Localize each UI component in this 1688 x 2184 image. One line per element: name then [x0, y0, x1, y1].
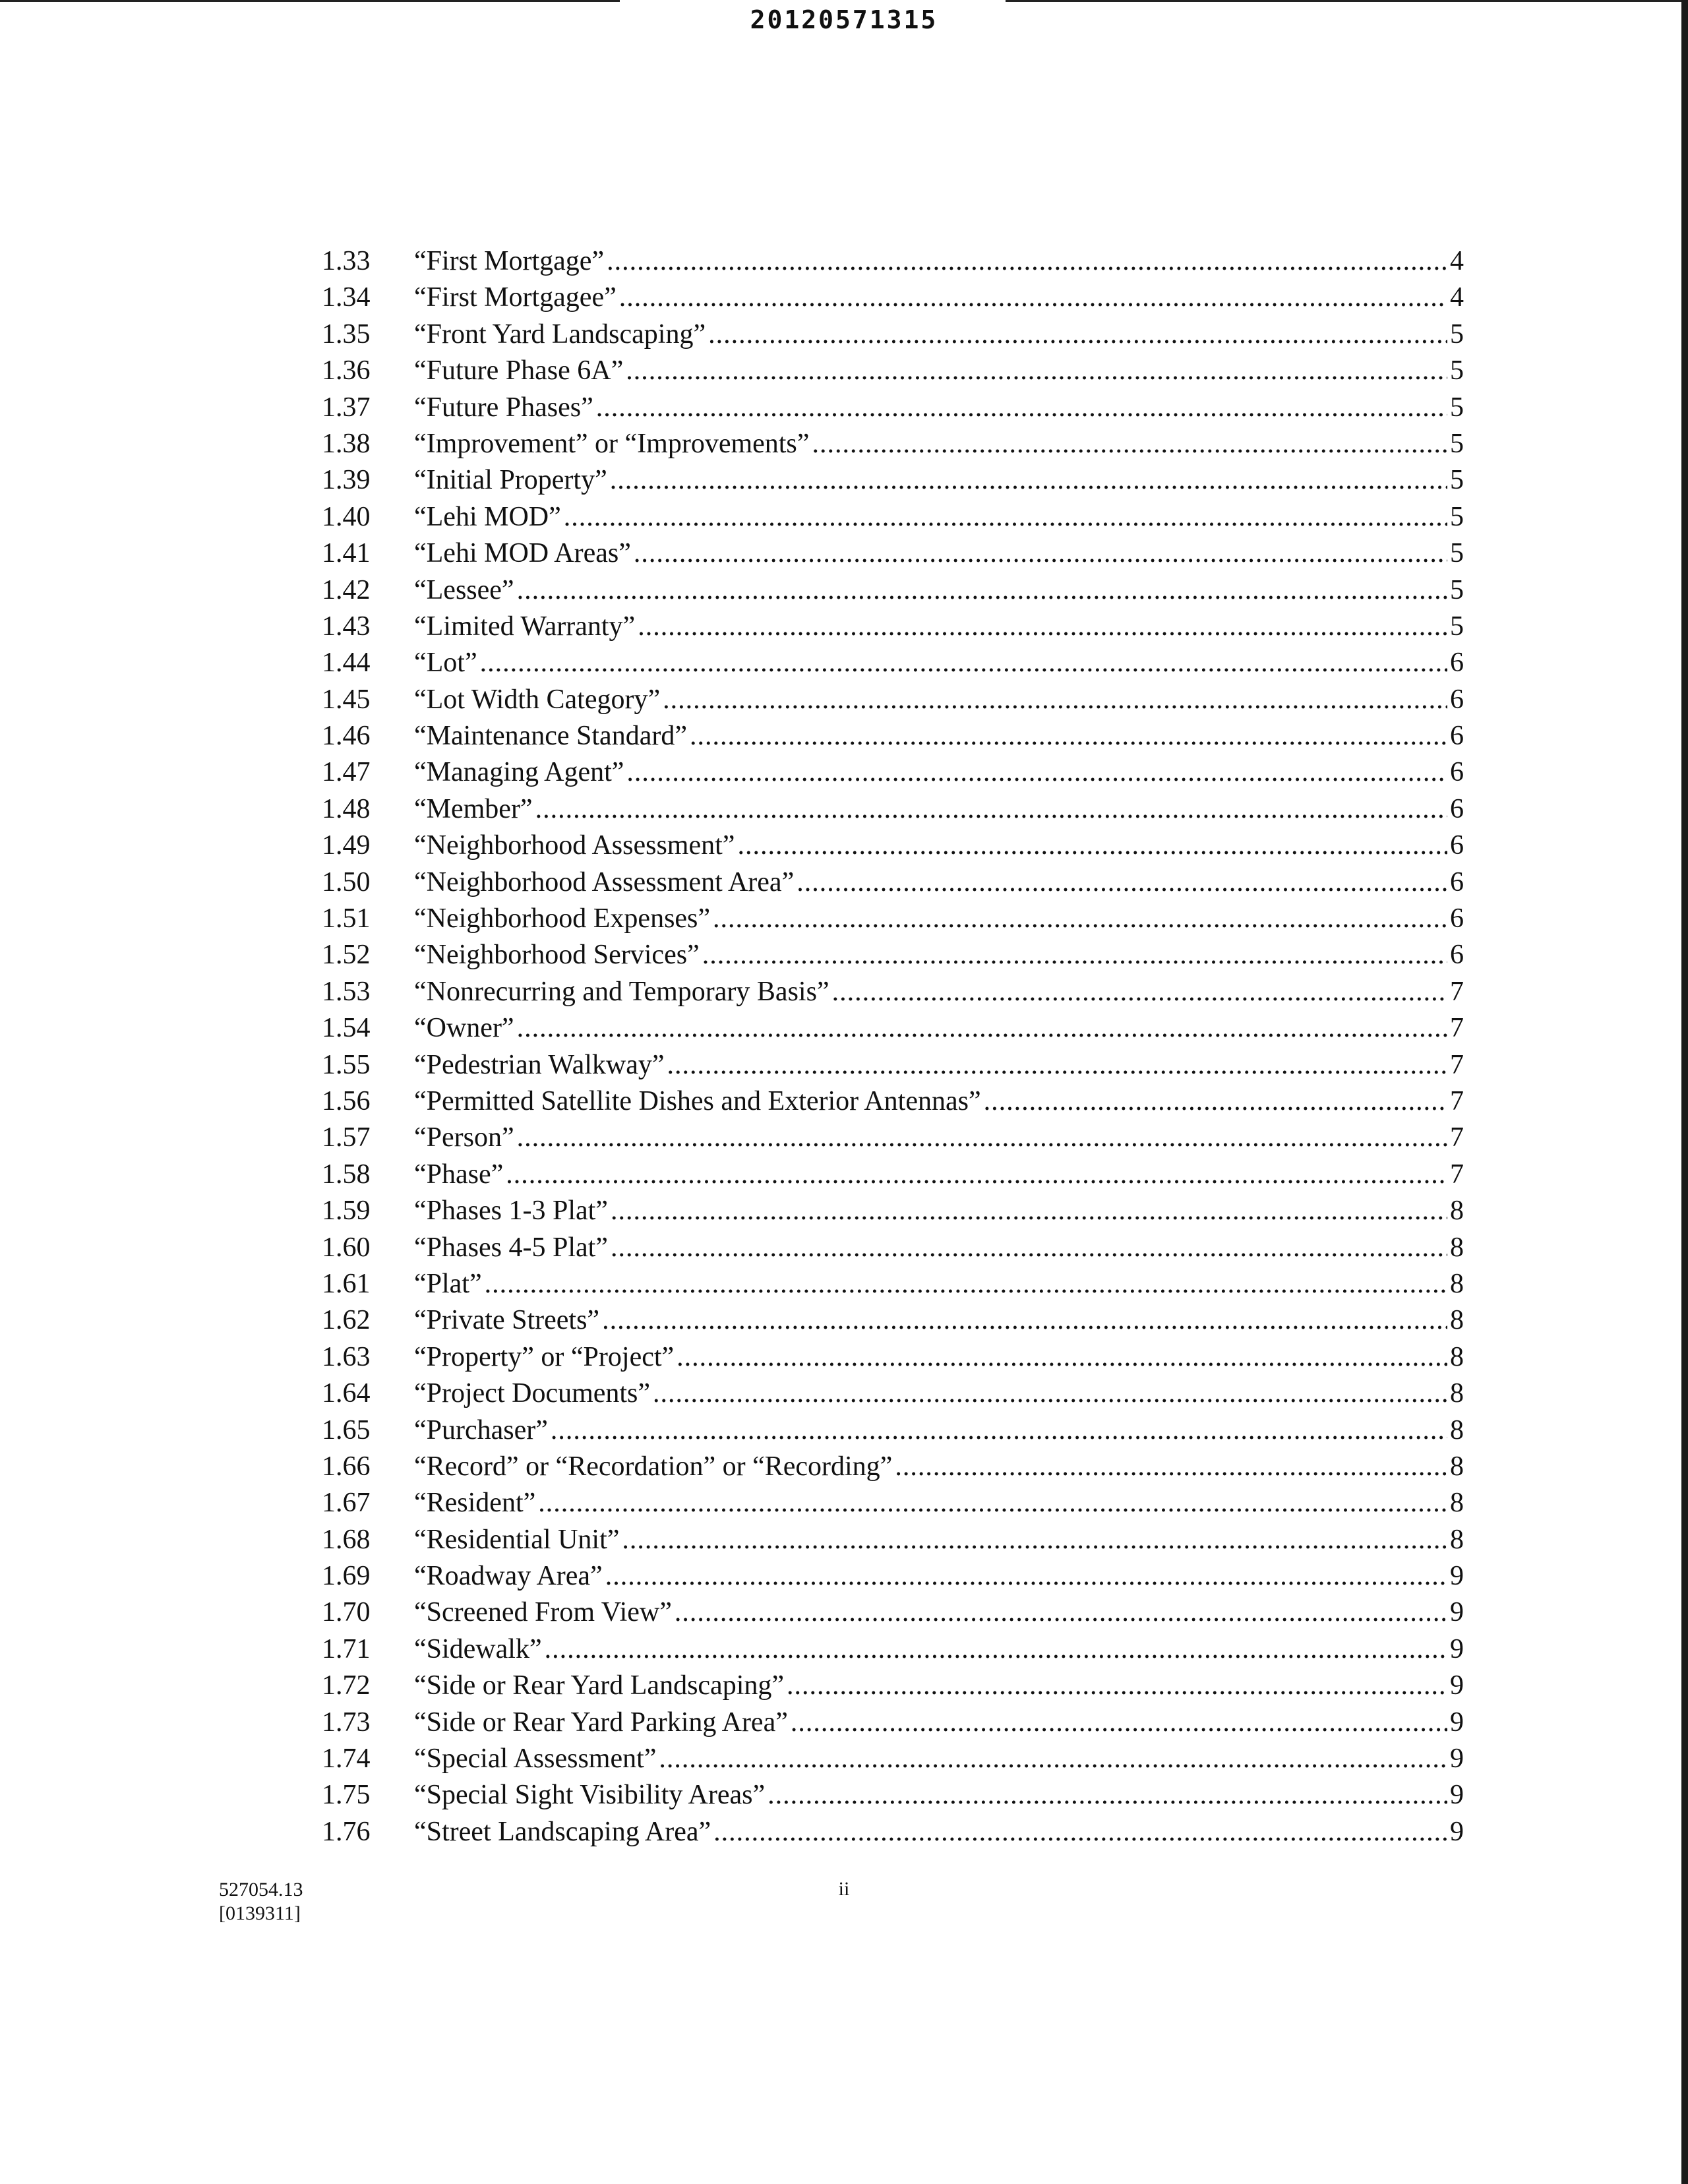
toc-entry-title: “Roadway Area”	[414, 1561, 603, 1592]
toc-entry	[322, 1304, 1464, 1341]
toc-entry-leader	[480, 647, 1447, 679]
toc-entry-title: “Phase”	[414, 1159, 504, 1190]
toc-entry-title: “Future Phases”	[414, 392, 593, 423]
toc-entry-leader	[768, 1779, 1447, 1811]
toc-entry	[322, 830, 1464, 866]
toc-entry-title: “Side or Rear Yard Parking Area”	[414, 1707, 788, 1738]
toc-entry-number: 1.60	[322, 1232, 371, 1263]
toc-entry-leader	[667, 1049, 1447, 1081]
toc-entry-leader	[638, 611, 1447, 642]
toc-entry-number: 1.52	[322, 940, 371, 971]
toc-entry-number: 1.54	[322, 1013, 371, 1044]
toc-entry-leader	[702, 939, 1447, 971]
toc-entry-page: 8	[1450, 1378, 1464, 1409]
toc-entry-leader	[611, 1195, 1447, 1227]
toc-entry-page: 5	[1450, 392, 1464, 423]
table-of-contents	[322, 245, 1464, 1852]
toc-entry-title: “Phases 1-3 Plat”	[414, 1196, 608, 1227]
toc-entry-page: 6	[1450, 940, 1464, 971]
toc-entry-number: 1.71	[322, 1633, 371, 1664]
toc-entry-leader	[535, 793, 1447, 825]
toc-entry-leader	[737, 830, 1447, 861]
toc-entry	[322, 976, 1464, 1012]
toc-entry-title: “Permitted Satellite Dishes and Exterior Antennas”	[414, 1085, 981, 1116]
footer-document-id-line2: [0139311]	[219, 1902, 301, 1924]
toc-entry-number: 1.61	[322, 1268, 371, 1299]
toc-entry-leader	[610, 464, 1447, 496]
toc-entry-page: 6	[1450, 721, 1464, 752]
toc-entry-title: “Neighborhood Assessment Area”	[414, 866, 795, 897]
toc-entry-title: “Special Sight Visibility Areas”	[414, 1780, 766, 1811]
toc-entry	[322, 1378, 1464, 1414]
toc-entry-title: “Record” or “Recordation” or “Recording”	[414, 1451, 893, 1482]
toc-entry-number: 1.68	[322, 1524, 371, 1555]
toc-entry	[322, 428, 1464, 464]
toc-entry-page: 5	[1450, 611, 1464, 642]
toc-entry-page: 5	[1450, 318, 1464, 349]
toc-entry-page: 6	[1450, 866, 1464, 897]
toc-entry-number: 1.40	[322, 501, 371, 532]
toc-entry-title: “Nonrecurring and Temporary Basis”	[414, 976, 829, 1007]
toc-entry-page: 5	[1450, 501, 1464, 532]
toc-entry	[322, 464, 1464, 501]
toc-entry-page: 9	[1450, 1597, 1464, 1628]
toc-entry-number: 1.62	[322, 1305, 371, 1336]
toc-entry-leader	[677, 1341, 1447, 1373]
toc-entry-leader	[690, 720, 1447, 752]
toc-entry-leader	[634, 537, 1447, 569]
toc-entry-page: 8	[1450, 1341, 1464, 1372]
footer-document-id-line1: 527054.13	[219, 1879, 303, 1900]
toc-entry-leader	[626, 355, 1447, 386]
toc-entry-title: “Lehi MOD”	[414, 501, 561, 532]
toc-entry-title: “Neighborhood Expenses”	[414, 903, 711, 934]
toc-entry-page: 8	[1450, 1488, 1464, 1519]
toc-entry-title: “Maintenance Standard”	[414, 721, 687, 752]
toc-entry	[322, 1451, 1464, 1487]
toc-entry-leader	[653, 1378, 1447, 1409]
toc-entry-title: “Project Documents”	[414, 1378, 651, 1409]
toc-entry-title: “Resident”	[414, 1488, 536, 1519]
toc-entry-title: “Purchaser”	[414, 1414, 548, 1445]
toc-entry	[322, 1341, 1464, 1378]
toc-entry-number: 1.59	[322, 1196, 371, 1227]
toc-entry-leader	[564, 501, 1447, 533]
toc-entry-title: “Pedestrian Walkway”	[414, 1049, 665, 1080]
toc-entry-title: “Person”	[414, 1122, 514, 1153]
toc-entry-leader	[485, 1268, 1447, 1300]
toc-entry	[322, 1012, 1464, 1048]
toc-entry-page: 8	[1450, 1196, 1464, 1227]
toc-entry-number: 1.73	[322, 1707, 371, 1738]
toc-entry-leader	[596, 392, 1447, 423]
toc-entry-title: “Property” or “Project”	[414, 1341, 675, 1372]
toc-entry-page: 6	[1450, 903, 1464, 934]
toc-entry-leader	[607, 245, 1447, 277]
toc-entry-number: 1.51	[322, 903, 371, 934]
toc-entry-number: 1.63	[322, 1341, 371, 1372]
toc-entry-number: 1.58	[322, 1159, 371, 1190]
toc-entry-page: 7	[1450, 1159, 1464, 1190]
toc-entry-page: 8	[1450, 1524, 1464, 1555]
toc-entry-title: “Lot Width Category”	[414, 684, 661, 715]
toc-entry-leader	[626, 756, 1447, 788]
toc-entry-title: “Owner”	[414, 1013, 514, 1044]
toc-entry-page: 7	[1450, 1085, 1464, 1116]
toc-entry-number: 1.41	[322, 538, 371, 569]
footer-page-number: ii	[838, 1878, 850, 1900]
toc-entry-page: 7	[1450, 1122, 1464, 1153]
toc-entry-leader	[708, 318, 1447, 350]
toc-entry-page: 5	[1450, 538, 1464, 569]
toc-entry-number: 1.76	[322, 1816, 371, 1847]
toc-entry-title: “Screened From View”	[414, 1597, 672, 1628]
toc-entry	[322, 1816, 1464, 1852]
toc-entry-page: 7	[1450, 976, 1464, 1007]
top-border-right	[1006, 0, 1688, 2]
toc-entry-page: 6	[1450, 830, 1464, 861]
toc-entry-page: 4	[1450, 246, 1464, 276]
toc-entry-page: 9	[1450, 1707, 1464, 1738]
toc-entry-title: “Future Phase 6A”	[414, 355, 624, 386]
toc-entry-number: 1.53	[322, 976, 371, 1007]
toc-entry-page: 9	[1450, 1744, 1464, 1774]
toc-entry	[322, 282, 1464, 318]
toc-entry-title: “Street Landscaping Area”	[414, 1816, 711, 1847]
toc-entry-page: 9	[1450, 1561, 1464, 1592]
toc-entry-leader	[797, 866, 1447, 898]
toc-entry-number: 1.35	[322, 318, 371, 349]
toc-entry-number: 1.55	[322, 1049, 371, 1080]
toc-entry-title: “Managing Agent”	[414, 757, 624, 788]
toc-entry-number: 1.43	[322, 611, 371, 642]
toc-entry	[322, 1268, 1464, 1304]
toc-entry	[322, 1524, 1464, 1560]
toc-entry-title: “Front Yard Landscaping”	[414, 318, 706, 349]
toc-entry-title: “Limited Warranty”	[414, 611, 636, 642]
toc-entry-number: 1.50	[322, 866, 371, 897]
document-number: 20120571315	[750, 5, 938, 34]
toc-entry-title: “Lot”	[414, 648, 477, 679]
toc-entry-page: 9	[1450, 1780, 1464, 1811]
toc-entry	[322, 939, 1464, 975]
toc-entry	[322, 355, 1464, 391]
toc-entry-number: 1.56	[322, 1085, 371, 1116]
toc-entry-leader	[675, 1596, 1447, 1628]
toc-entry	[322, 866, 1464, 903]
toc-entry-page: 8	[1450, 1451, 1464, 1482]
toc-entry-page: 6	[1450, 793, 1464, 824]
toc-entry-number: 1.75	[322, 1780, 371, 1811]
toc-entry-number: 1.49	[322, 830, 371, 861]
toc-entry	[322, 611, 1464, 647]
toc-entry	[322, 501, 1464, 537]
toc-entry-page: 8	[1450, 1414, 1464, 1445]
toc-entry-number: 1.64	[322, 1378, 371, 1409]
toc-entry	[322, 1049, 1464, 1085]
toc-entry-title: “Residential Unit”	[414, 1524, 620, 1555]
top-border-left	[0, 0, 620, 2]
toc-entry	[322, 1633, 1464, 1670]
toc-entry-page: 9	[1450, 1633, 1464, 1664]
toc-entry-page: 7	[1450, 1013, 1464, 1044]
toc-entry-leader	[663, 684, 1447, 715]
toc-entry	[322, 720, 1464, 756]
toc-entry-number: 1.38	[322, 428, 371, 459]
toc-entry	[322, 574, 1464, 611]
toc-entry-leader	[551, 1414, 1447, 1446]
toc-entry-title: “First Mortgage”	[414, 246, 605, 276]
toc-entry-page: 8	[1450, 1232, 1464, 1263]
toc-entry-number: 1.42	[322, 574, 371, 605]
toc-entry-leader	[713, 1816, 1447, 1848]
toc-entry-leader	[622, 1524, 1447, 1556]
toc-entry	[322, 903, 1464, 939]
toc-entry-leader	[984, 1085, 1447, 1117]
toc-entry	[322, 1414, 1464, 1451]
toc-entry-title: “Lehi MOD Areas”	[414, 538, 631, 569]
toc-entry-leader	[605, 1560, 1447, 1592]
toc-entry	[322, 1232, 1464, 1268]
toc-entry-page: 6	[1450, 648, 1464, 679]
toc-entry-title: “Phases 4-5 Plat”	[414, 1232, 608, 1263]
toc-entry	[322, 1560, 1464, 1596]
toc-entry	[322, 1670, 1464, 1706]
toc-entry-number: 1.66	[322, 1451, 371, 1482]
toc-entry-page: 9	[1450, 1816, 1464, 1847]
toc-entry	[322, 1159, 1464, 1195]
toc-entry-page: 4	[1450, 282, 1464, 313]
toc-entry-number: 1.45	[322, 684, 371, 715]
toc-entry	[322, 245, 1464, 282]
toc-entry-title: “Neighborhood Assessment”	[414, 830, 735, 861]
toc-entry-leader	[713, 903, 1447, 934]
toc-entry-title: “First Mortgagee”	[414, 282, 617, 313]
toc-entry	[322, 1487, 1464, 1523]
toc-entry	[322, 684, 1464, 720]
toc-entry-page: 5	[1450, 465, 1464, 496]
toc-entry-page: 9	[1450, 1670, 1464, 1701]
toc-entry-leader	[895, 1451, 1447, 1482]
toc-entry-leader	[517, 1012, 1447, 1044]
scan-edge	[1681, 0, 1688, 2184]
toc-entry	[322, 318, 1464, 355]
toc-entry-page: 6	[1450, 757, 1464, 788]
toc-entry-title: “Lessee”	[414, 574, 514, 605]
toc-entry-number: 1.48	[322, 793, 371, 824]
toc-entry	[322, 1122, 1464, 1158]
toc-entry-number: 1.46	[322, 721, 371, 752]
toc-entry-title: “Side or Rear Yard Landscaping”	[414, 1670, 785, 1701]
toc-entry-title: “Plat”	[414, 1268, 482, 1299]
toc-entry-page: 5	[1450, 355, 1464, 386]
toc-entry-page: 8	[1450, 1305, 1464, 1336]
toc-entry-leader	[517, 574, 1447, 606]
toc-entry	[322, 537, 1464, 574]
toc-entry-number: 1.37	[322, 392, 371, 423]
toc-entry-page: 6	[1450, 684, 1464, 715]
toc-entry-leader	[517, 1122, 1447, 1153]
toc-entry-number: 1.57	[322, 1122, 371, 1153]
toc-entry-leader	[812, 428, 1447, 460]
toc-entry	[322, 1779, 1464, 1815]
toc-entry-title: “Special Assessment”	[414, 1744, 657, 1774]
toc-entry-number: 1.36	[322, 355, 371, 386]
footer-document-id	[219, 1878, 303, 1926]
toc-entry	[322, 647, 1464, 683]
toc-entry-number: 1.39	[322, 465, 371, 496]
toc-entry-leader	[787, 1670, 1447, 1701]
toc-entry-leader	[619, 282, 1447, 313]
toc-entry-number: 1.34	[322, 282, 371, 313]
toc-entry-number: 1.47	[322, 757, 371, 788]
toc-entry	[322, 1743, 1464, 1779]
toc-entry-page: 8	[1450, 1268, 1464, 1299]
toc-entry-number: 1.33	[322, 246, 371, 276]
toc-entry-leader	[538, 1487, 1447, 1519]
toc-entry	[322, 793, 1464, 830]
toc-entry-title: “Improvement” or “Improvements”	[414, 428, 810, 459]
toc-entry	[322, 756, 1464, 793]
toc-entry-number: 1.70	[322, 1597, 371, 1628]
toc-entry-leader	[611, 1232, 1447, 1263]
toc-entry-leader	[602, 1304, 1447, 1336]
toc-entry-leader	[545, 1633, 1447, 1665]
toc-entry	[322, 1195, 1464, 1231]
toc-entry-title: “Initial Property”	[414, 465, 607, 496]
toc-entry-title: “Private Streets”	[414, 1305, 600, 1336]
toc-entry-title: “Member”	[414, 793, 533, 824]
toc-entry-number: 1.69	[322, 1561, 371, 1592]
toc-entry-leader	[832, 976, 1447, 1008]
toc-entry	[322, 1085, 1464, 1122]
toc-entry-number: 1.65	[322, 1414, 371, 1445]
toc-entry	[322, 392, 1464, 428]
toc-entry-page: 7	[1450, 1049, 1464, 1080]
toc-entry-number: 1.67	[322, 1488, 371, 1519]
toc-entry-page: 5	[1450, 428, 1464, 459]
toc-entry-leader	[659, 1743, 1447, 1774]
toc-entry-page: 5	[1450, 574, 1464, 605]
toc-entry-number: 1.74	[322, 1744, 371, 1774]
toc-entry-leader	[506, 1159, 1447, 1190]
toc-entry-title: “Sidewalk”	[414, 1633, 542, 1664]
toc-entry-leader	[791, 1707, 1447, 1738]
toc-entry	[322, 1596, 1464, 1633]
toc-entry-number: 1.72	[322, 1670, 371, 1701]
toc-entry-title: “Neighborhood Services”	[414, 940, 700, 971]
toc-entry-number: 1.44	[322, 648, 371, 679]
toc-entry	[322, 1707, 1464, 1743]
